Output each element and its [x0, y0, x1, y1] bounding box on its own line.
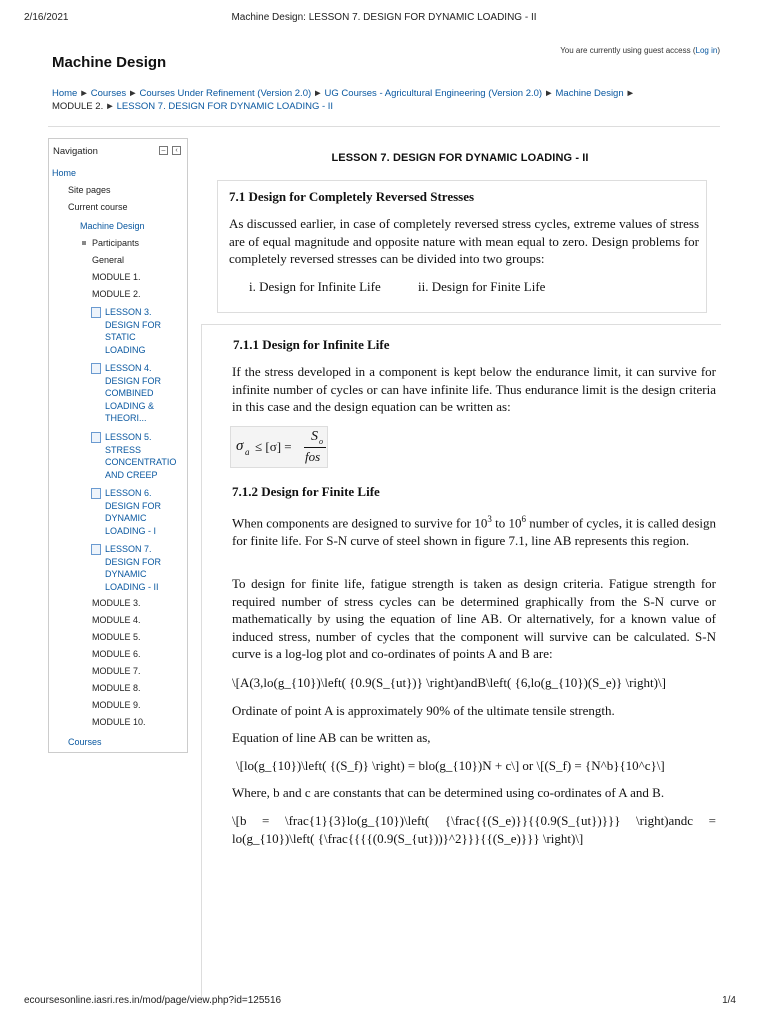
- nav-module-10[interactable]: MODULE 10.: [92, 717, 146, 727]
- nav-lesson-label-line: STATIC: [105, 332, 136, 342]
- section-heading-7-1-2: 7.1.2 Design for Finite Life: [232, 484, 380, 499]
- nav-current-course[interactable]: Current course: [68, 202, 128, 212]
- section-heading-7-1-1: 7.1.1 Design for Infinite Life: [233, 337, 390, 352]
- breadcrumb-separator: ►: [313, 88, 323, 99]
- section-paragraph: Where, b and c are constants that can be determined using co-ordinates of A and B.: [232, 785, 665, 800]
- breadcrumb-separator: ►: [128, 88, 138, 99]
- nav-module-8[interactable]: MODULE 8.: [92, 683, 141, 693]
- page-icon: [91, 432, 101, 443]
- nav-module-7[interactable]: MODULE 7.: [92, 666, 141, 676]
- nav-lesson-label-line: DESIGN FOR: [105, 375, 162, 386]
- para-text: When components are designed to survive for 10: [232, 515, 488, 531]
- design-equation-image: [230, 426, 328, 468]
- eq-fraction-bar: [304, 447, 326, 448]
- section-paragraph: As discussed earlier, in case of completely reversed stress cycles, extreme values of stress are of equal magnitude and opposite nature with mean equal to zero. Design problems for completely reversed stresses can be divided into two groups:: [229, 216, 699, 267]
- nav-lesson-label-line: LOADING - I: [105, 525, 157, 536]
- superscript: 6: [521, 514, 526, 524]
- nav-lesson-label-line: LESSON 4.: [105, 363, 152, 373]
- nav-lesson-label-line: DYNAMIC: [105, 569, 147, 579]
- eq-relation: ≤ [σ] =: [255, 439, 292, 454]
- section-paragraph: To design for finite life, fatigue strength is taken as design criteria. Fatigue strength for required number of stress cycles can be determined graphically from the S-N curve or mathematically by using the equation of line AB. Or alternatively, for a known value of induced stress, number of cycles that the component will survive can be calculated. S-N curve is a log-log plot and co-ordinates of points A and B are:: [232, 576, 716, 662]
- login-info: [560, 46, 720, 55]
- page-icon: [91, 488, 101, 499]
- section-paragraph: Equation of line AB can be written as,: [232, 730, 431, 745]
- nav-module-9[interactable]: MODULE 9.: [92, 700, 141, 710]
- eq-lhs-sub: a: [245, 447, 250, 457]
- header-divider: [48, 126, 720, 127]
- nav-lesson-label-line: LOADING &: [105, 400, 155, 411]
- dock-icon[interactable]: ‹: [172, 146, 181, 155]
- section-paragraph: Ordinate of point A is approximately 90% of the ultimate tensile strength.: [232, 703, 615, 718]
- login-close: ): [717, 46, 720, 55]
- nav-lesson-label-line: THEORI...: [105, 413, 147, 423]
- page-icon: [91, 544, 101, 555]
- nav-lesson-label-line: LESSON 6.: [105, 488, 152, 498]
- nav-lesson-5[interactable]: [105, 431, 186, 481]
- nav-lesson-7[interactable]: [105, 543, 161, 593]
- breadcrumb-module: MODULE 2.: [52, 101, 104, 112]
- breadcrumb-machine-design[interactable]: Machine Design: [555, 88, 624, 99]
- login-link[interactable]: Log in: [695, 46, 718, 55]
- nav-module-6[interactable]: MODULE 6.: [92, 649, 141, 659]
- collapse-icon[interactable]: –: [159, 146, 168, 155]
- nav-lesson-label-line: LESSON 7.: [105, 544, 152, 554]
- breadcrumb-lesson[interactable]: LESSON 7. DESIGN FOR DYNAMIC LOADING - II: [116, 101, 334, 112]
- nav-module-4[interactable]: MODULE 4.: [92, 615, 141, 625]
- nav-lesson-label-line: LOADING: [105, 344, 146, 355]
- breadcrumb-separator: ►: [105, 101, 115, 112]
- page-number: 1/4: [722, 995, 736, 1006]
- nav-lesson-label-line: AND CREEP: [105, 469, 158, 480]
- nav-lesson-label-line: LESSON 3.: [105, 307, 152, 317]
- breadcrumb: [52, 87, 712, 113]
- nav-module-5[interactable]: MODULE 5.: [92, 632, 141, 642]
- login-text: You are currently using guest access (: [560, 46, 696, 55]
- latex-source: \[A(3,lo(g_{10})\left( {0.9(S_{ut})} \right)andB\left( {6,lo(g_{10})(S_e)} \right)\]: [232, 675, 666, 690]
- nav-lesson-4[interactable]: [105, 362, 161, 425]
- nav-site-pages[interactable]: Site pages: [68, 185, 111, 195]
- breadcrumb-ug-courses[interactable]: UG Courses - Agricultural Engineering (Version 2.0): [324, 88, 543, 99]
- nav-lesson-6[interactable]: [105, 487, 161, 537]
- navigation-block: [48, 138, 188, 753]
- nav-module-1[interactable]: MODULE 1.: [92, 272, 141, 282]
- section-heading-7-1: 7.1 Design for Completely Reversed Stresses: [229, 189, 475, 204]
- section-paragraph: [232, 511, 716, 550]
- nav-module-3[interactable]: MODULE 3.: [92, 598, 141, 608]
- nav-lesson-label-line: DESIGN FOR: [105, 556, 162, 567]
- breadcrumb-separator: ►: [79, 88, 89, 99]
- nav-lesson-label-line: DESIGN FOR: [105, 319, 162, 330]
- breadcrumb-courses[interactable]: Courses: [90, 88, 127, 99]
- nav-participants[interactable]: Participants: [92, 238, 140, 248]
- section-paragraph: If the stress developed in a component is kept below the endurance limit, it can survive for infinite number of cycles or can have infinite life. Thus endurance limit is the design criteria in this case and the design equation can be written as:: [232, 364, 716, 415]
- page-icon: [91, 363, 101, 374]
- eq-numerator: S: [311, 429, 318, 444]
- page-url: ecoursesonline.iasri.res.in/mod/page/view.php?id=125516: [24, 995, 282, 1006]
- breadcrumb-separator: ►: [544, 88, 554, 99]
- nav-machine-design[interactable]: Machine Design: [80, 221, 145, 231]
- para-text: number of cycles, it is called design for finite life. For S-N curve of steel shown in figure 7.1, line AB represents this region.: [232, 515, 716, 548]
- nav-lesson-label-line: LESSON 5.: [105, 432, 152, 442]
- navigation-controls: [159, 146, 181, 155]
- eq-lhs: σ: [236, 438, 244, 454]
- eq-numerator-sub: o: [319, 437, 323, 446]
- nav-lesson-label-line: DESIGN FOR: [105, 500, 162, 511]
- nav-lesson-label-line: COMBINED: [105, 388, 154, 398]
- print-date: 2/16/2021: [24, 12, 69, 23]
- nav-courses[interactable]: Courses: [68, 737, 102, 747]
- site-title[interactable]: Machine Design: [52, 54, 167, 71]
- eq-denominator: fos: [305, 449, 321, 464]
- nav-lesson-label-line: CONCENTRATIO: [105, 457, 177, 467]
- breadcrumb-separator: ►: [625, 88, 636, 99]
- nav-lesson-label-line: DYNAMIC: [105, 513, 147, 523]
- nav-lesson-3[interactable]: [105, 306, 161, 356]
- para-text: to 10: [491, 515, 522, 531]
- superscript: 3: [487, 514, 492, 524]
- list-item-finite-life: ii. Design for Finite Life: [418, 279, 546, 294]
- breadcrumb-courses-under-refinement[interactable]: Courses Under Refinement (Version 2.0): [139, 88, 312, 99]
- list-item-infinite-life: i. Design for Infinite Life: [249, 279, 381, 294]
- nav-home[interactable]: Home: [52, 168, 77, 178]
- nav-lesson-label-line: LOADING - II: [105, 581, 159, 592]
- latex-source: \[lo(g_{10})\left( {(S_f)} \right) = blo(g_{10})N + c\] or \[(S_f) = {N^b}{10^c}\]: [236, 758, 665, 773]
- latex-source: \[b = \frac{1}{3}lo(g_{10})\left( {\frac{{(S_e)}}{{0.9(S_{ut})}}} \right)andc = lo(g_{10})\left( {\frac{{{{(0.9(S_{ut}))}^2}}}{{(S_e)}}} \right)\]: [232, 813, 716, 846]
- nav-lesson-label-line: STRESS: [105, 444, 142, 455]
- page-title: LESSON 7. DESIGN FOR DYNAMIC LOADING - II: [331, 152, 589, 164]
- breadcrumb-home[interactable]: Home: [52, 88, 78, 99]
- page-icon: [91, 307, 101, 318]
- print-title: Machine Design: LESSON 7. DESIGN FOR DYNAMIC LOADING - II: [231, 12, 537, 23]
- navigation-title: Navigation: [53, 146, 98, 157]
- nav-general[interactable]: General: [92, 255, 125, 265]
- nav-module-2[interactable]: MODULE 2.: [92, 289, 141, 299]
